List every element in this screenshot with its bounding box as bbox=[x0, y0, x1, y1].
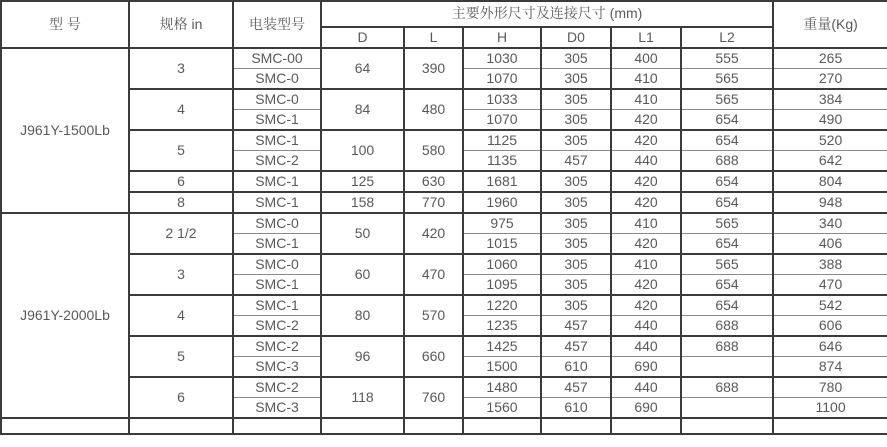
cell-spec: 3 bbox=[129, 48, 233, 89]
header-dims-group: 主要外形尺寸及连接尺寸 (mm) bbox=[321, 1, 773, 27]
header-model: 型 号 bbox=[1, 1, 129, 48]
cell-l1: 440 bbox=[611, 316, 681, 337]
table-row-partial bbox=[1, 418, 887, 434]
cell-l1: 440 bbox=[611, 336, 681, 357]
table-row bbox=[1, 295, 887, 316]
header-dim-d: D bbox=[321, 27, 404, 48]
cell-h: 1030 bbox=[463, 48, 541, 69]
cell-l1: 400 bbox=[611, 48, 681, 69]
cell-d0: 305 bbox=[541, 192, 611, 213]
table-row bbox=[1, 254, 887, 275]
cell-actuator: SMC-3 bbox=[233, 357, 321, 378]
cell-spec: 6 bbox=[129, 377, 233, 418]
cell-model: J961Y-2000Lb bbox=[1, 213, 129, 418]
cell-d0: 457 bbox=[541, 151, 611, 172]
cell-d0: 610 bbox=[541, 398, 611, 419]
cell-actuator: SMC-1 bbox=[233, 234, 321, 255]
cell-actuator: SMC-00 bbox=[233, 48, 321, 69]
cell-l2: 688 bbox=[681, 377, 773, 398]
cell-l2 bbox=[681, 357, 773, 378]
cell-l1: 410 bbox=[611, 254, 681, 275]
cell-l2: 565 bbox=[681, 89, 773, 110]
cell-weight: 542 bbox=[773, 295, 887, 316]
cell-l1: 440 bbox=[611, 151, 681, 172]
cell-l bbox=[404, 418, 463, 434]
cell-d: 118 bbox=[321, 377, 404, 418]
cell-spec: 5 bbox=[129, 336, 233, 377]
cell-l1: 410 bbox=[611, 213, 681, 234]
cell-spec: 8 bbox=[129, 192, 233, 213]
cell-d: 60 bbox=[321, 254, 404, 295]
cell-l2: 555 bbox=[681, 48, 773, 69]
cell-actuator: SMC-1 bbox=[233, 110, 321, 131]
cell-actuator: SMC-3 bbox=[233, 398, 321, 419]
cell-d0: 305 bbox=[541, 130, 611, 151]
cell-d0: 610 bbox=[541, 357, 611, 378]
cell-d: 64 bbox=[321, 48, 404, 89]
cell-l2: 654 bbox=[681, 234, 773, 255]
table-row bbox=[1, 336, 887, 357]
cell-l: 570 bbox=[404, 295, 463, 336]
cell-weight: 780 bbox=[773, 377, 887, 398]
cell-d0: 457 bbox=[541, 336, 611, 357]
cell-spec: 4 bbox=[129, 89, 233, 130]
table-row bbox=[1, 192, 887, 213]
cell-actuator bbox=[233, 418, 321, 434]
cell-spec: 2 1/2 bbox=[129, 213, 233, 254]
cell-h: 1125 bbox=[463, 130, 541, 151]
cell-l1: 690 bbox=[611, 398, 681, 419]
cell-d0: 305 bbox=[541, 171, 611, 192]
cell-d: 96 bbox=[321, 336, 404, 377]
cell-actuator: SMC-2 bbox=[233, 316, 321, 337]
cell-weight: 265 bbox=[773, 48, 887, 69]
cell-weight: 804 bbox=[773, 171, 887, 192]
header-dim-l1: L1 bbox=[611, 27, 681, 48]
cell-weight: 606 bbox=[773, 316, 887, 337]
cell-d0: 305 bbox=[541, 69, 611, 90]
cell-l1: 440 bbox=[611, 377, 681, 398]
cell-weight: 1100 bbox=[773, 398, 887, 419]
header-spec: 规格 in bbox=[129, 1, 233, 48]
cell-actuator: SMC-2 bbox=[233, 336, 321, 357]
cell-l1: 410 bbox=[611, 69, 681, 90]
cell-weight: 270 bbox=[773, 69, 887, 90]
cell-model bbox=[1, 418, 129, 434]
cell-d0: 305 bbox=[541, 48, 611, 69]
cell-d: 84 bbox=[321, 89, 404, 130]
cell-l2: 688 bbox=[681, 316, 773, 337]
cell-actuator: SMC-1 bbox=[233, 295, 321, 316]
cell-d0: 305 bbox=[541, 213, 611, 234]
cell-d0: 305 bbox=[541, 275, 611, 296]
cell-l2: 654 bbox=[681, 130, 773, 151]
table-row bbox=[1, 377, 887, 398]
cell-actuator: SMC-0 bbox=[233, 69, 321, 90]
cell-l1: 410 bbox=[611, 89, 681, 110]
cell-d: 80 bbox=[321, 295, 404, 336]
cell-d: 125 bbox=[321, 171, 404, 192]
cell-l2: 565 bbox=[681, 254, 773, 275]
cell-h: 1960 bbox=[463, 192, 541, 213]
cell-h: 1033 bbox=[463, 89, 541, 110]
table-row bbox=[1, 89, 887, 110]
cell-h: 1500 bbox=[463, 357, 541, 378]
cell-l1: 420 bbox=[611, 171, 681, 192]
cell-l1: 420 bbox=[611, 275, 681, 296]
cell-d0: 305 bbox=[541, 254, 611, 275]
cell-l1 bbox=[611, 418, 681, 434]
cell-weight: 520 bbox=[773, 130, 887, 151]
cell-actuator: SMC-1 bbox=[233, 192, 321, 213]
cell-d: 50 bbox=[321, 213, 404, 254]
cell-weight: 646 bbox=[773, 336, 887, 357]
cell-h: 1070 bbox=[463, 110, 541, 131]
cell-d0: 457 bbox=[541, 377, 611, 398]
cell-weight: 340 bbox=[773, 213, 887, 234]
cell-actuator: SMC-1 bbox=[233, 130, 321, 151]
cell-l2 bbox=[681, 398, 773, 419]
cell-l1: 420 bbox=[611, 130, 681, 151]
cell-h: 975 bbox=[463, 213, 541, 234]
cell-actuator: SMC-2 bbox=[233, 151, 321, 172]
cell-l1: 420 bbox=[611, 295, 681, 316]
cell-l1: 420 bbox=[611, 234, 681, 255]
cell-d bbox=[321, 418, 404, 434]
cell-l: 660 bbox=[404, 336, 463, 377]
cell-l2: 654 bbox=[681, 192, 773, 213]
cell-d0: 305 bbox=[541, 110, 611, 131]
cell-actuator: SMC-2 bbox=[233, 377, 321, 398]
cell-h: 1095 bbox=[463, 275, 541, 296]
cell-d0 bbox=[541, 418, 611, 434]
header-dim-h: H bbox=[463, 27, 541, 48]
cell-d0: 305 bbox=[541, 234, 611, 255]
cell-l: 480 bbox=[404, 89, 463, 130]
cell-spec: 3 bbox=[129, 254, 233, 295]
cell-l: 470 bbox=[404, 254, 463, 295]
header-actuator: 电装型号 bbox=[233, 1, 321, 48]
cell-l2: 654 bbox=[681, 110, 773, 131]
cell-l: 630 bbox=[404, 171, 463, 192]
cell-weight: 470 bbox=[773, 275, 887, 296]
cell-d: 100 bbox=[321, 130, 404, 171]
cell-l1: 420 bbox=[611, 110, 681, 131]
cell-l1: 420 bbox=[611, 192, 681, 213]
cell-d0: 457 bbox=[541, 316, 611, 337]
cell-h: 1060 bbox=[463, 254, 541, 275]
header-weight: 重量(Kg) bbox=[773, 1, 887, 48]
cell-model: J961Y-1500Lb bbox=[1, 48, 129, 213]
cell-h: 1480 bbox=[463, 377, 541, 398]
header-dim-l2: L2 bbox=[681, 27, 773, 48]
table-row bbox=[1, 48, 887, 69]
cell-h: 1220 bbox=[463, 295, 541, 316]
cell-actuator: SMC-0 bbox=[233, 254, 321, 275]
cell-l: 420 bbox=[404, 213, 463, 254]
cell-weight: 874 bbox=[773, 357, 887, 378]
cell-h: 1015 bbox=[463, 234, 541, 255]
cell-d0: 305 bbox=[541, 89, 611, 110]
cell-actuator: SMC-1 bbox=[233, 171, 321, 192]
cell-h: 1135 bbox=[463, 151, 541, 172]
cell-spec bbox=[129, 418, 233, 434]
table-row bbox=[1, 213, 887, 234]
spec-table-body bbox=[1, 48, 887, 434]
cell-spec: 6 bbox=[129, 171, 233, 192]
cell-l1: 690 bbox=[611, 357, 681, 378]
cell-l2: 654 bbox=[681, 171, 773, 192]
cell-l2: 688 bbox=[681, 151, 773, 172]
cell-l: 770 bbox=[404, 192, 463, 213]
cell-weight bbox=[773, 418, 887, 434]
cell-spec: 4 bbox=[129, 295, 233, 336]
cell-weight: 642 bbox=[773, 151, 887, 172]
cell-l2: 654 bbox=[681, 275, 773, 296]
cell-actuator: SMC-0 bbox=[233, 213, 321, 234]
cell-l: 760 bbox=[404, 377, 463, 418]
cell-weight: 406 bbox=[773, 234, 887, 255]
table-row bbox=[1, 171, 887, 192]
cell-l2 bbox=[681, 418, 773, 434]
cell-l2: 654 bbox=[681, 295, 773, 316]
cell-h: 1425 bbox=[463, 336, 541, 357]
cell-l2: 565 bbox=[681, 213, 773, 234]
cell-l2: 565 bbox=[681, 69, 773, 90]
cell-l: 390 bbox=[404, 48, 463, 89]
cell-h bbox=[463, 418, 541, 434]
cell-l2: 688 bbox=[681, 336, 773, 357]
header-row-top bbox=[1, 1, 887, 27]
cell-weight: 388 bbox=[773, 254, 887, 275]
table-row bbox=[1, 130, 887, 151]
header-dim-l: L bbox=[404, 27, 463, 48]
cell-weight: 948 bbox=[773, 192, 887, 213]
cell-d: 158 bbox=[321, 192, 404, 213]
header-dim-d0: D0 bbox=[541, 27, 611, 48]
cell-d0: 305 bbox=[541, 295, 611, 316]
cell-actuator: SMC-0 bbox=[233, 89, 321, 110]
cell-h: 1235 bbox=[463, 316, 541, 337]
cell-h: 1560 bbox=[463, 398, 541, 419]
cell-actuator: SMC-1 bbox=[233, 275, 321, 296]
cell-h: 1070 bbox=[463, 69, 541, 90]
cell-h: 1681 bbox=[463, 171, 541, 192]
cell-spec: 5 bbox=[129, 130, 233, 171]
cell-weight: 490 bbox=[773, 110, 887, 131]
cell-l: 580 bbox=[404, 130, 463, 171]
cell-weight: 384 bbox=[773, 89, 887, 110]
